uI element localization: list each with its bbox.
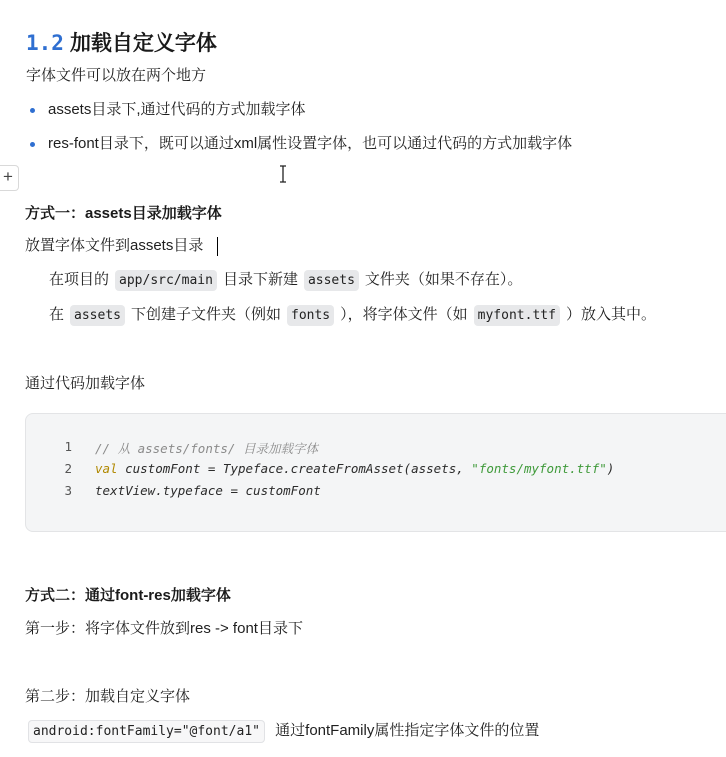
- code-expression: customFont = Typeface.createFromAsset(assets,: [117, 461, 472, 476]
- inline-code-assets: assets: [70, 305, 125, 326]
- add-block-button[interactable]: +: [0, 165, 19, 191]
- code-line: [26, 461, 726, 483]
- code-intro-text: 通过代码加载字体: [25, 375, 146, 392]
- method1-step1: [49, 269, 522, 292]
- step2-text-mid2: ），将字体文件（如: [340, 306, 468, 323]
- method1-step2: [49, 304, 656, 327]
- method2-step2: 第二步：加载自定义字体: [25, 688, 191, 705]
- code-line: [26, 483, 726, 505]
- line-number: 3: [64, 483, 72, 498]
- bullet-dot: [30, 108, 35, 113]
- section-title: 加载自定义字体: [69, 32, 217, 55]
- code-comment: // 从 assets/fonts/ 目录加载字体: [95, 441, 318, 456]
- intro-text: 字体文件可以放在两个地方: [26, 67, 207, 84]
- step1-text-mid: 目录下新建: [222, 271, 298, 288]
- code-keyword: val: [95, 461, 118, 476]
- method2-step1: 第一步：将字体文件放到res -> font目录下: [25, 620, 303, 637]
- section-heading: [26, 27, 217, 57]
- method1-subtitle[interactable]: 放置字体文件到assets目录: [25, 237, 204, 254]
- bullet-dot: [30, 142, 35, 147]
- code-string: "fonts/myfont.ttf": [471, 461, 607, 476]
- bullet-item-assets: assets目录下,通过代码的方式加载字体: [48, 101, 306, 118]
- inline-code-path: app/src/main: [115, 270, 217, 291]
- inline-code-fonts: fonts: [287, 305, 334, 326]
- text-cursor-icon: [278, 165, 288, 183]
- code-text: textView.typeface = customFont: [95, 483, 321, 498]
- section-number: 1.2: [26, 31, 64, 55]
- bullet-item-res-font: res-font目录下，既可以通过xml属性设置字体，也可以通过代码的方式加载字体: [48, 135, 573, 152]
- step2-text-pre: 在: [49, 306, 65, 323]
- code-close-paren: ): [606, 461, 615, 476]
- method2-description: 通过fontFamily属性指定字体文件的位置: [275, 722, 540, 739]
- step1-text-pre: 在项目的: [49, 271, 110, 288]
- line-number: 1: [64, 439, 72, 454]
- code-text: [95, 461, 614, 476]
- step2-text-mid1: 下创建子文件夹（例如: [130, 306, 281, 323]
- code-line: [26, 439, 726, 461]
- inline-code-filename: myfont.ttf: [474, 305, 560, 326]
- line-number: 2: [64, 461, 72, 476]
- method2-title: 方式二：通过font-res加载字体: [25, 587, 231, 604]
- code-block[interactable]: [25, 413, 726, 532]
- step1-text-post: 文件夹（如果不存在）。: [364, 271, 523, 288]
- method1-title: 方式一：assets目录加载字体: [25, 205, 222, 222]
- method2-code-line: [28, 720, 539, 743]
- inline-code-assets: assets: [304, 270, 359, 291]
- text-caret: [217, 237, 218, 256]
- step2-text-post: ）放入其中。: [565, 306, 656, 323]
- inline-code-fontfamily: android:fontFamily="@font/a1": [28, 720, 265, 743]
